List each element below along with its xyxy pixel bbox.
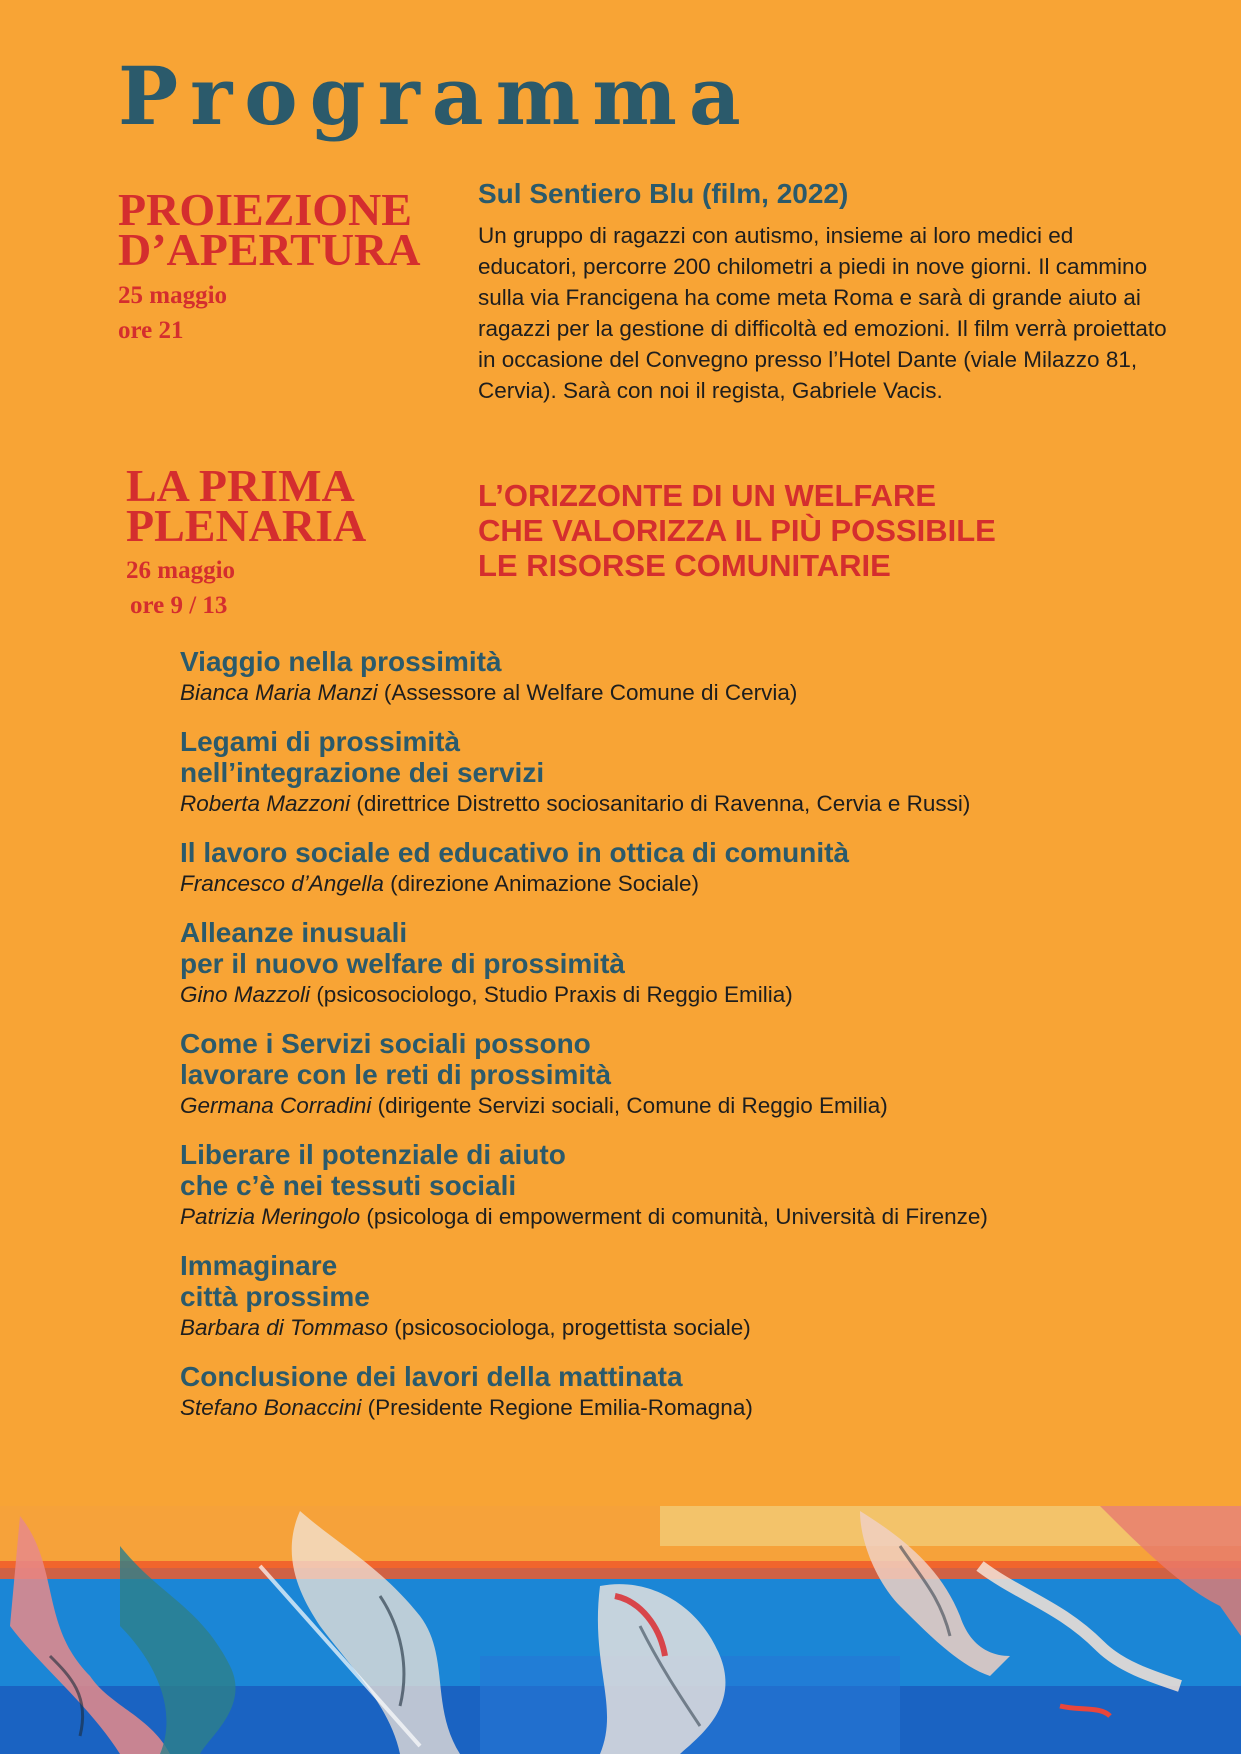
- plenary-heading-line1: LA PRIMA: [126, 460, 355, 511]
- speaker-role: (Presidente Regione Emilia-Romagna): [367, 1395, 753, 1420]
- agenda-item: [180, 1028, 1200, 1121]
- theme-line1: L’ORIZZONTE DI UN WELFARE: [478, 478, 937, 513]
- speaker-name: Barbara di Tommaso: [180, 1315, 389, 1340]
- agenda-item: [180, 1250, 1200, 1343]
- speaker-name: Patrizia Meringolo: [180, 1204, 361, 1229]
- plenary-date: 26 maggio: [126, 557, 236, 584]
- page-title: Programma: [118, 49, 753, 143]
- theme-line3: LE RISORSE COMUNITARIE: [478, 548, 891, 583]
- plenary-heading: [126, 460, 367, 551]
- speaker-role: (direttrice Distretto sociosanitario di Ravenna, Cervia e Russi): [356, 791, 971, 816]
- agenda-item-speaker: [180, 869, 1200, 899]
- plenary-theme: [478, 478, 996, 583]
- plenary-meta: [126, 553, 235, 623]
- opening-date: 25 maggio: [118, 282, 228, 309]
- plenary-time: ore 9 / 13: [130, 592, 228, 619]
- speaker-role: (psicologa di empowerment di comunità, Università di Firenze): [366, 1204, 988, 1229]
- agenda-item: [180, 1361, 1200, 1423]
- agenda-item: [180, 837, 1200, 899]
- agenda-item-speaker: [180, 1393, 1200, 1423]
- speaker-name: Germana Corradini: [180, 1093, 372, 1118]
- speaker-name: Gino Mazzoli: [180, 982, 311, 1007]
- theme-line2: CHE VALORIZZA IL PIÙ POSSIBILE: [478, 513, 996, 548]
- agenda-item-title: Liberare il potenziale di aiuto che c’è nei tessuti sociali: [180, 1139, 566, 1201]
- agenda-item: [180, 726, 1200, 819]
- opening-heading: [118, 184, 421, 275]
- agenda-item-speaker: [180, 1313, 1200, 1343]
- speaker-role: (dirigente Servizi sociali, Comune di Reggio Emilia): [377, 1093, 888, 1118]
- agenda-item-title: Viaggio nella prossimità: [180, 646, 502, 677]
- film-description: Un gruppo di ragazzi con autismo, insieme ai loro medici ed educatori, percorre 200 chilometri a piedi in nove giorni. Il cammino sulla via Francigena ha come meta Roma e sarà di grande aiuto ai ragazzi per la gestione di difficoltà ed emozioni. Il film verrà proiettato in occasione del Convegno presso l’Hotel Dante (viale Milazzo 81, Cervia). Sarà con noi il regista, Gabriele Vacis.: [478, 223, 1167, 403]
- agenda-item-title: Alleanze inusuali per il nuovo welfare di prossimità: [180, 917, 625, 979]
- agenda-item-speaker: [180, 980, 1200, 1010]
- painting-illustration: [0, 1506, 1241, 1754]
- film-title: Sul Sentiero Blu (film, 2022): [478, 178, 849, 209]
- agenda-item-speaker: [180, 1091, 1200, 1121]
- agenda-item: [180, 1139, 1200, 1232]
- agenda-item-title: Il lavoro sociale ed educativo in ottica di comunità: [180, 837, 850, 868]
- speaker-role: (psicosociologa, progettista sociale): [394, 1315, 751, 1340]
- speaker-name: Bianca Maria Manzi: [180, 680, 378, 705]
- opening-heading-line1: PROIEZIONE: [118, 184, 412, 235]
- agenda-item: [180, 646, 1200, 708]
- plenary-heading-line2: PLENARIA: [126, 500, 367, 551]
- speaker-role: (Assessore al Welfare Comune di Cervia): [383, 680, 798, 705]
- agenda-item-title: Immaginare città prossime: [180, 1250, 370, 1312]
- speaker-role: (direzione Animazione Sociale): [390, 871, 700, 896]
- agenda-list: [180, 646, 1200, 1441]
- agenda-item: [180, 917, 1200, 1010]
- opening-time: ore 21: [118, 317, 184, 344]
- agenda-item-title: Legami di prossimità nell’integrazione dei servizi: [180, 726, 545, 788]
- speaker-role: (psicosociologo, Studio Praxis di Reggio Emilia): [316, 982, 793, 1007]
- agenda-item-title: Conclusione dei lavori della mattinata: [180, 1361, 683, 1392]
- speaker-name: Francesco d’Angella: [180, 871, 384, 896]
- agenda-item-speaker: [180, 1202, 1200, 1232]
- agenda-item-speaker: [180, 789, 1200, 819]
- agenda-item-speaker: [180, 678, 1200, 708]
- opening-meta: [118, 278, 227, 348]
- speaker-name: Stefano Bonaccini: [180, 1395, 362, 1420]
- speaker-name: Roberta Mazzoni: [180, 791, 351, 816]
- opening-heading-line2: D’APERTURA: [118, 224, 421, 275]
- agenda-item-title: Come i Servizi sociali possono lavorare con le reti di prossimità: [180, 1028, 612, 1090]
